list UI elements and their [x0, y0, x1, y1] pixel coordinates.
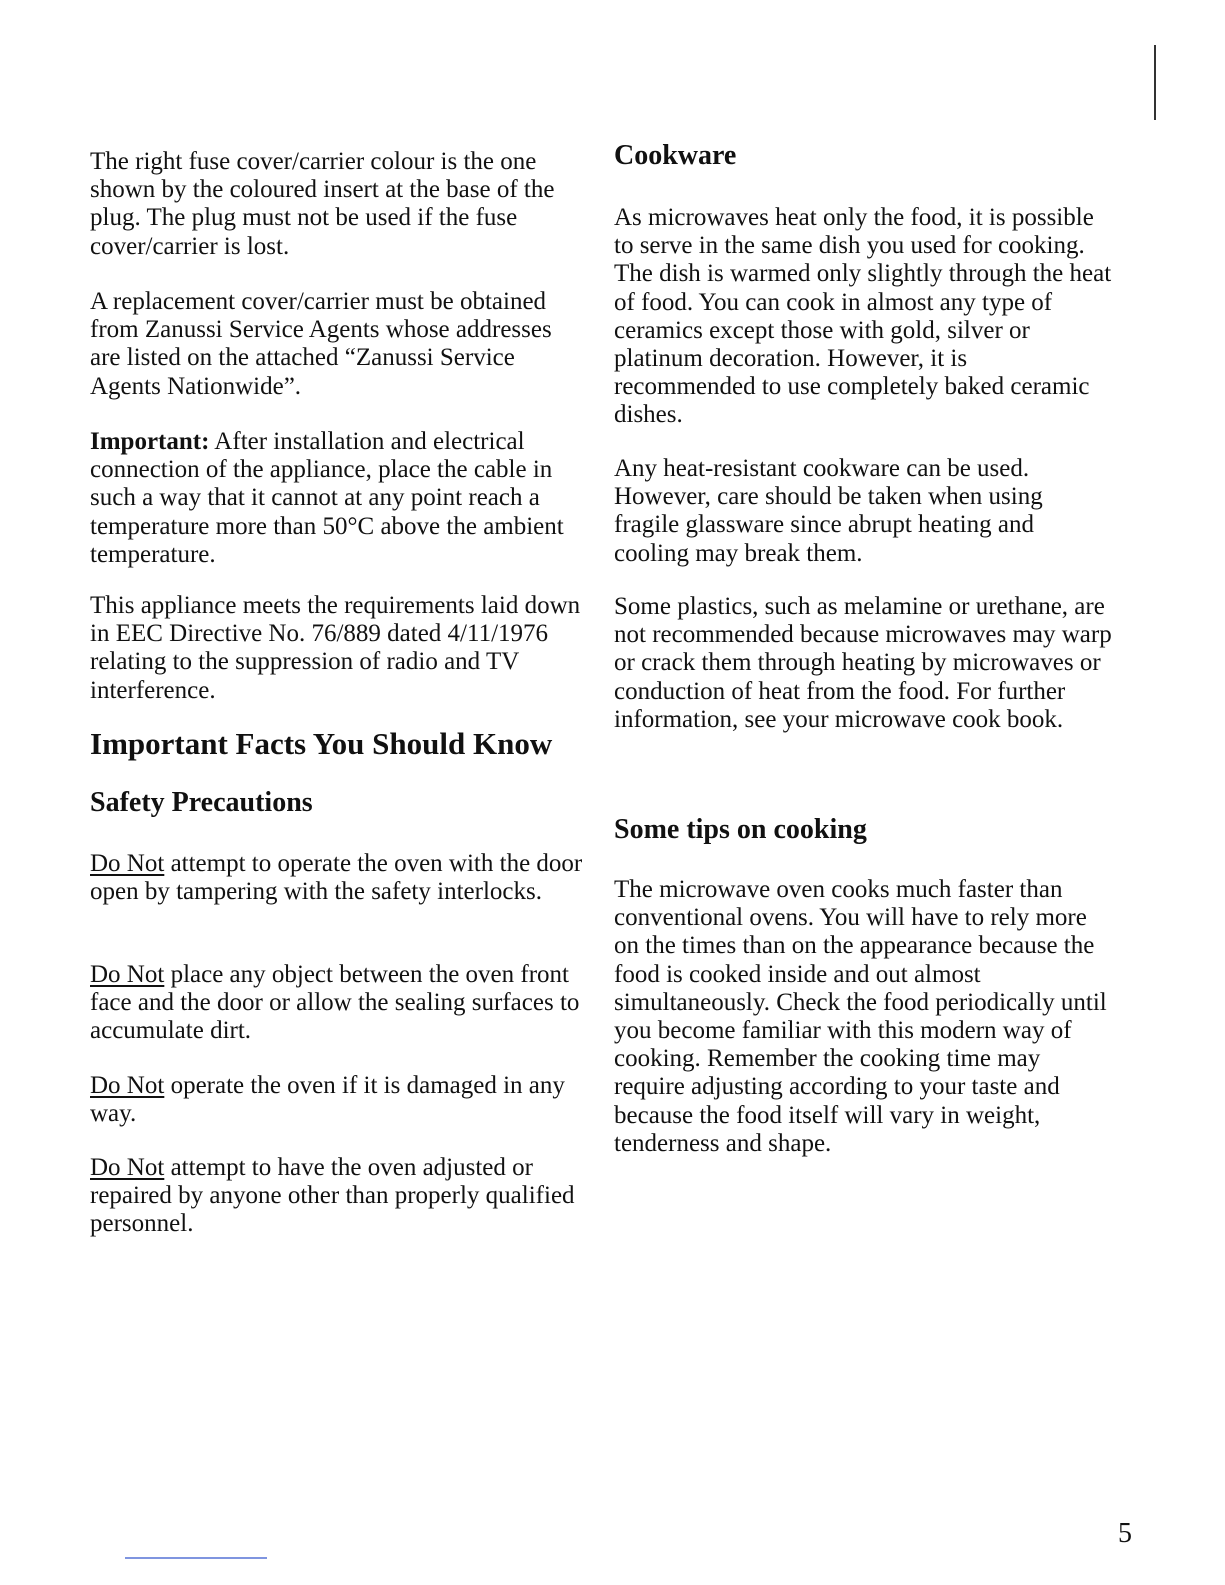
safety-item: Do Not place any object between the oven front face and the door or allow the sealing surfaces to accumulate dirt. [90, 961, 580, 1045]
heat-resistant-paragraph: Any heat-resistant cookware can be used. However, care should be taken when using fragile glassware since abrupt heating and cooling may break them. [614, 455, 1043, 567]
important-text: After installation and electrical connection of the appliance, place the cable in such a way that it cannot at any point reach a temperature more than 50°C above the ambient temperature. [90, 428, 564, 568]
do-not-label: Do Not [90, 961, 165, 988]
important-label: Important: [90, 428, 210, 455]
page-number: 5 [1118, 1518, 1132, 1549]
do-not-label: Do Not [90, 1154, 165, 1181]
fuse-cover-paragraph: The right fuse cover/carrier colour is the one shown by the coloured insert at the base of the plug. The plug must not be used if the fuse cover/carrier is lost. [90, 148, 555, 260]
safety-item: Do Not operate the oven if it is damaged in any way. [90, 1072, 565, 1128]
cookware-paragraph: As microwaves heat only the food, it is possible to serve in the same dish you used for cooking. The dish is warmed only slightly through the heat of food. You can cook in almost any type of ceramics except those with gold, silver or platinum decoration. However, it is recommended to use completely baked ceramic dishes. [614, 204, 1112, 429]
replacement-paragraph: A replacement cover/carrier must be obtained from Zanussi Service Agents whose addresses are listed on the attached “Zanussi Service Agents Nationwide”. [90, 288, 552, 400]
safety-item: Do Not attempt to have the oven adjusted or repaired by anyone other than properly qualified personnel. [90, 1154, 575, 1238]
important-facts-heading: Important Facts You Should Know [90, 726, 553, 761]
do-not-label: Do Not [90, 850, 165, 877]
cooking-tips-heading: Some tips on cooking [614, 814, 867, 845]
do-not-label: Do Not [90, 1072, 165, 1099]
page-edge-rule [1154, 45, 1156, 120]
plastics-paragraph: Some plastics, such as melamine or urethane, are not recommended because microwaves may warp or crack them through heating by microwaves or conduction of heat from the food. For further information, see your microwave cook book. [614, 593, 1112, 733]
safety-item: Do Not attempt to operate the oven with the door open by tampering with the safety interlocks. [90, 850, 583, 906]
eec-directive-paragraph: This appliance meets the requirements laid down in EEC Directive No. 76/889 dated 4/11/1976 relating to the suppression of radio and TV interference. [90, 592, 581, 704]
important-paragraph [90, 428, 585, 569]
cookware-heading: Cookware [614, 140, 737, 171]
cooking-tips-paragraph: The microwave oven cooks much faster than conventional ovens. You will have to rely more on the times than on the appearance because the food is cooked inside and out almost simultaneously. Check the food periodically until you become familiar with this modern way of cooking. Remember the cooking time may require adjusting according to your taste and because the food itself will vary in weight, tenderness and shape. [614, 876, 1107, 1157]
safety-precautions-heading: Safety Precautions [90, 787, 313, 818]
footer-rule [125, 1557, 267, 1559]
